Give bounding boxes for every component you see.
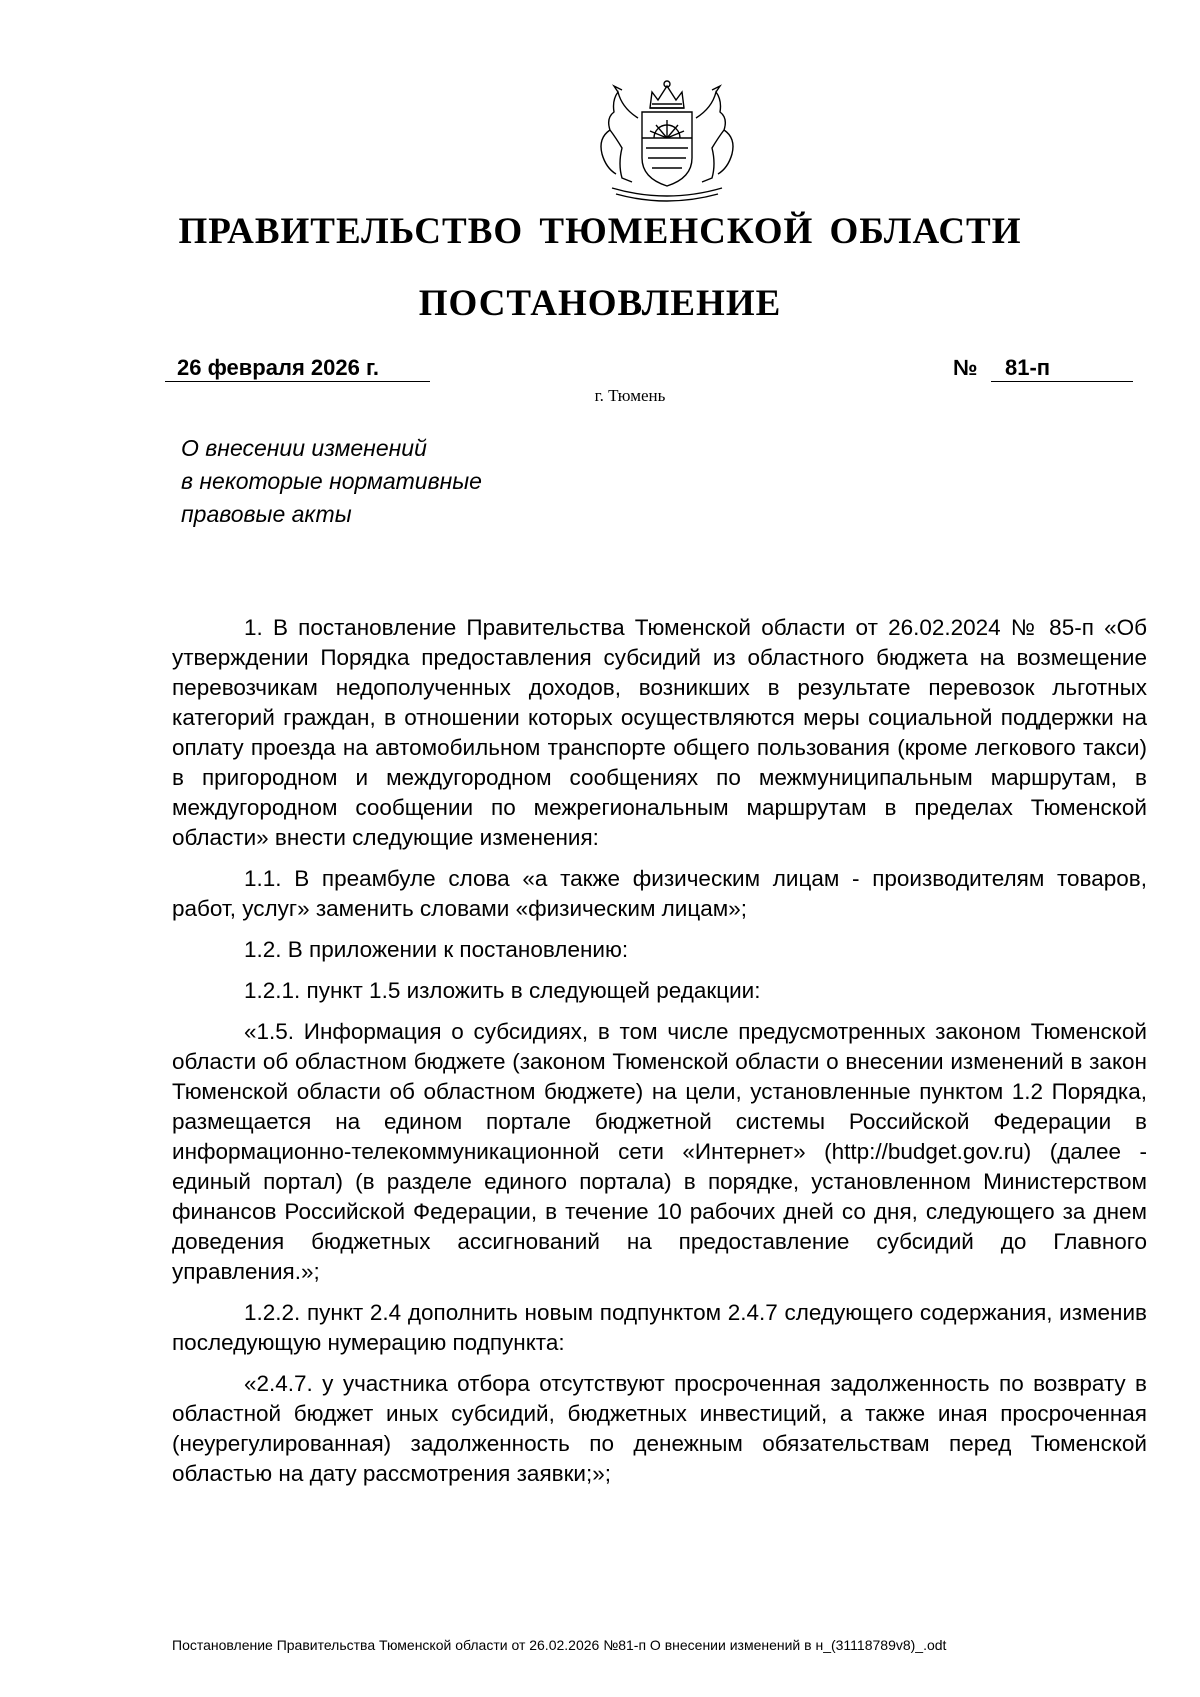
body-paragraph: «1.5. Информация о субсидиях, в том числе предусмотренных законом Тюменской области об областном бюджете (законом Тюменской области о внесении изменений в закон Тюменской области об областном бюджете) на цели, установленные пунктом 1.2 Порядка, размещается на едином портале бюджетной системы Российской Федерации в информационно-телекоммуникационной сети «Интернет» (http://budget.gov.ru) (далее - единый портал) (в разделе единого портала) в порядке, установленном Министерством финансов Российской Федерации, в течение 10 рабочих дней со дня, следующего за днем доведения бюджетных ассигнований на предоставление субсидий до Главного управления.»; — [172, 1019, 1147, 1284]
document-number: 81-п — [991, 355, 1133, 382]
tyumen-oblast-coat-of-arms-icon — [592, 78, 742, 206]
government-title: ПРАВИТЕЛЬСТВО ТЮМЕНСКОЙ ОБЛАСТИ — [178, 211, 1022, 252]
subject-line: О внесении изменений — [181, 435, 427, 461]
document-number-field — [953, 355, 1133, 381]
subject-line: в некоторые нормативные — [181, 468, 482, 494]
body-paragraph: 1. В постановление Правительства Тюменской области от 26.02.2024 № 85-п «Об утверждении Порядка предоставления субсидий из областного бюджета на возмещение перевозчикам недополученных доходов, возникших в результате перевозок льготных категорий граждан, в отношении которых осуществляются меры социальной поддержки на оплату проезда на автомобильном транспорте общего пользования (кроме легкового такси) в пригородном и междугородном сообщениях по межмуниципальным маршрутам, в междугородном сообщении по межрегиональным маршрутам в пределах Тюменской области» внести следующие изменения: — [172, 615, 1147, 850]
document-footer: Постановление Правительства Тюменской области от 26.02.2026 №81-п О внесении изменений в н_(31118789v8)_.odt — [172, 1637, 947, 1653]
number-sign: № — [953, 355, 978, 380]
subject-line: правовые акты — [181, 501, 352, 527]
document-body — [172, 613, 1147, 1500]
document-city: г. Тюмень — [594, 386, 666, 405]
body-paragraph: 1.2.1. пункт 1.5 изложить в следующей редакции: — [244, 978, 761, 1003]
document-date: 26 февраля 2026 г. — [165, 355, 430, 382]
body-paragraph: «2.4.7. у участника отбора отсутствуют просроченная задолженность по возврату в областной бюджет иных субсидий, бюджетных инвестиций, а также иная просроченная (неурегулированная) задолженность по денежным обязательствам перед Тюменской областью на дату рассмотрения заявки;»; — [172, 1371, 1147, 1486]
document-type: ПОСТАНОВЛЕНИЕ — [418, 283, 782, 324]
document-subject — [181, 432, 581, 531]
body-paragraph: 1.1. В преамбуле слова «а также физическим лицам - производителям товаров, работ, услуг» заменить словами «физическим лицам»; — [172, 866, 1147, 921]
body-paragraph: 1.2.2. пункт 2.4 дополнить новым подпунктом 2.4.7 следующего содержания, изменив последующую нумерацию подпункта: — [172, 1300, 1147, 1355]
body-paragraph: 1.2. В приложении к постановлению: — [244, 937, 629, 962]
